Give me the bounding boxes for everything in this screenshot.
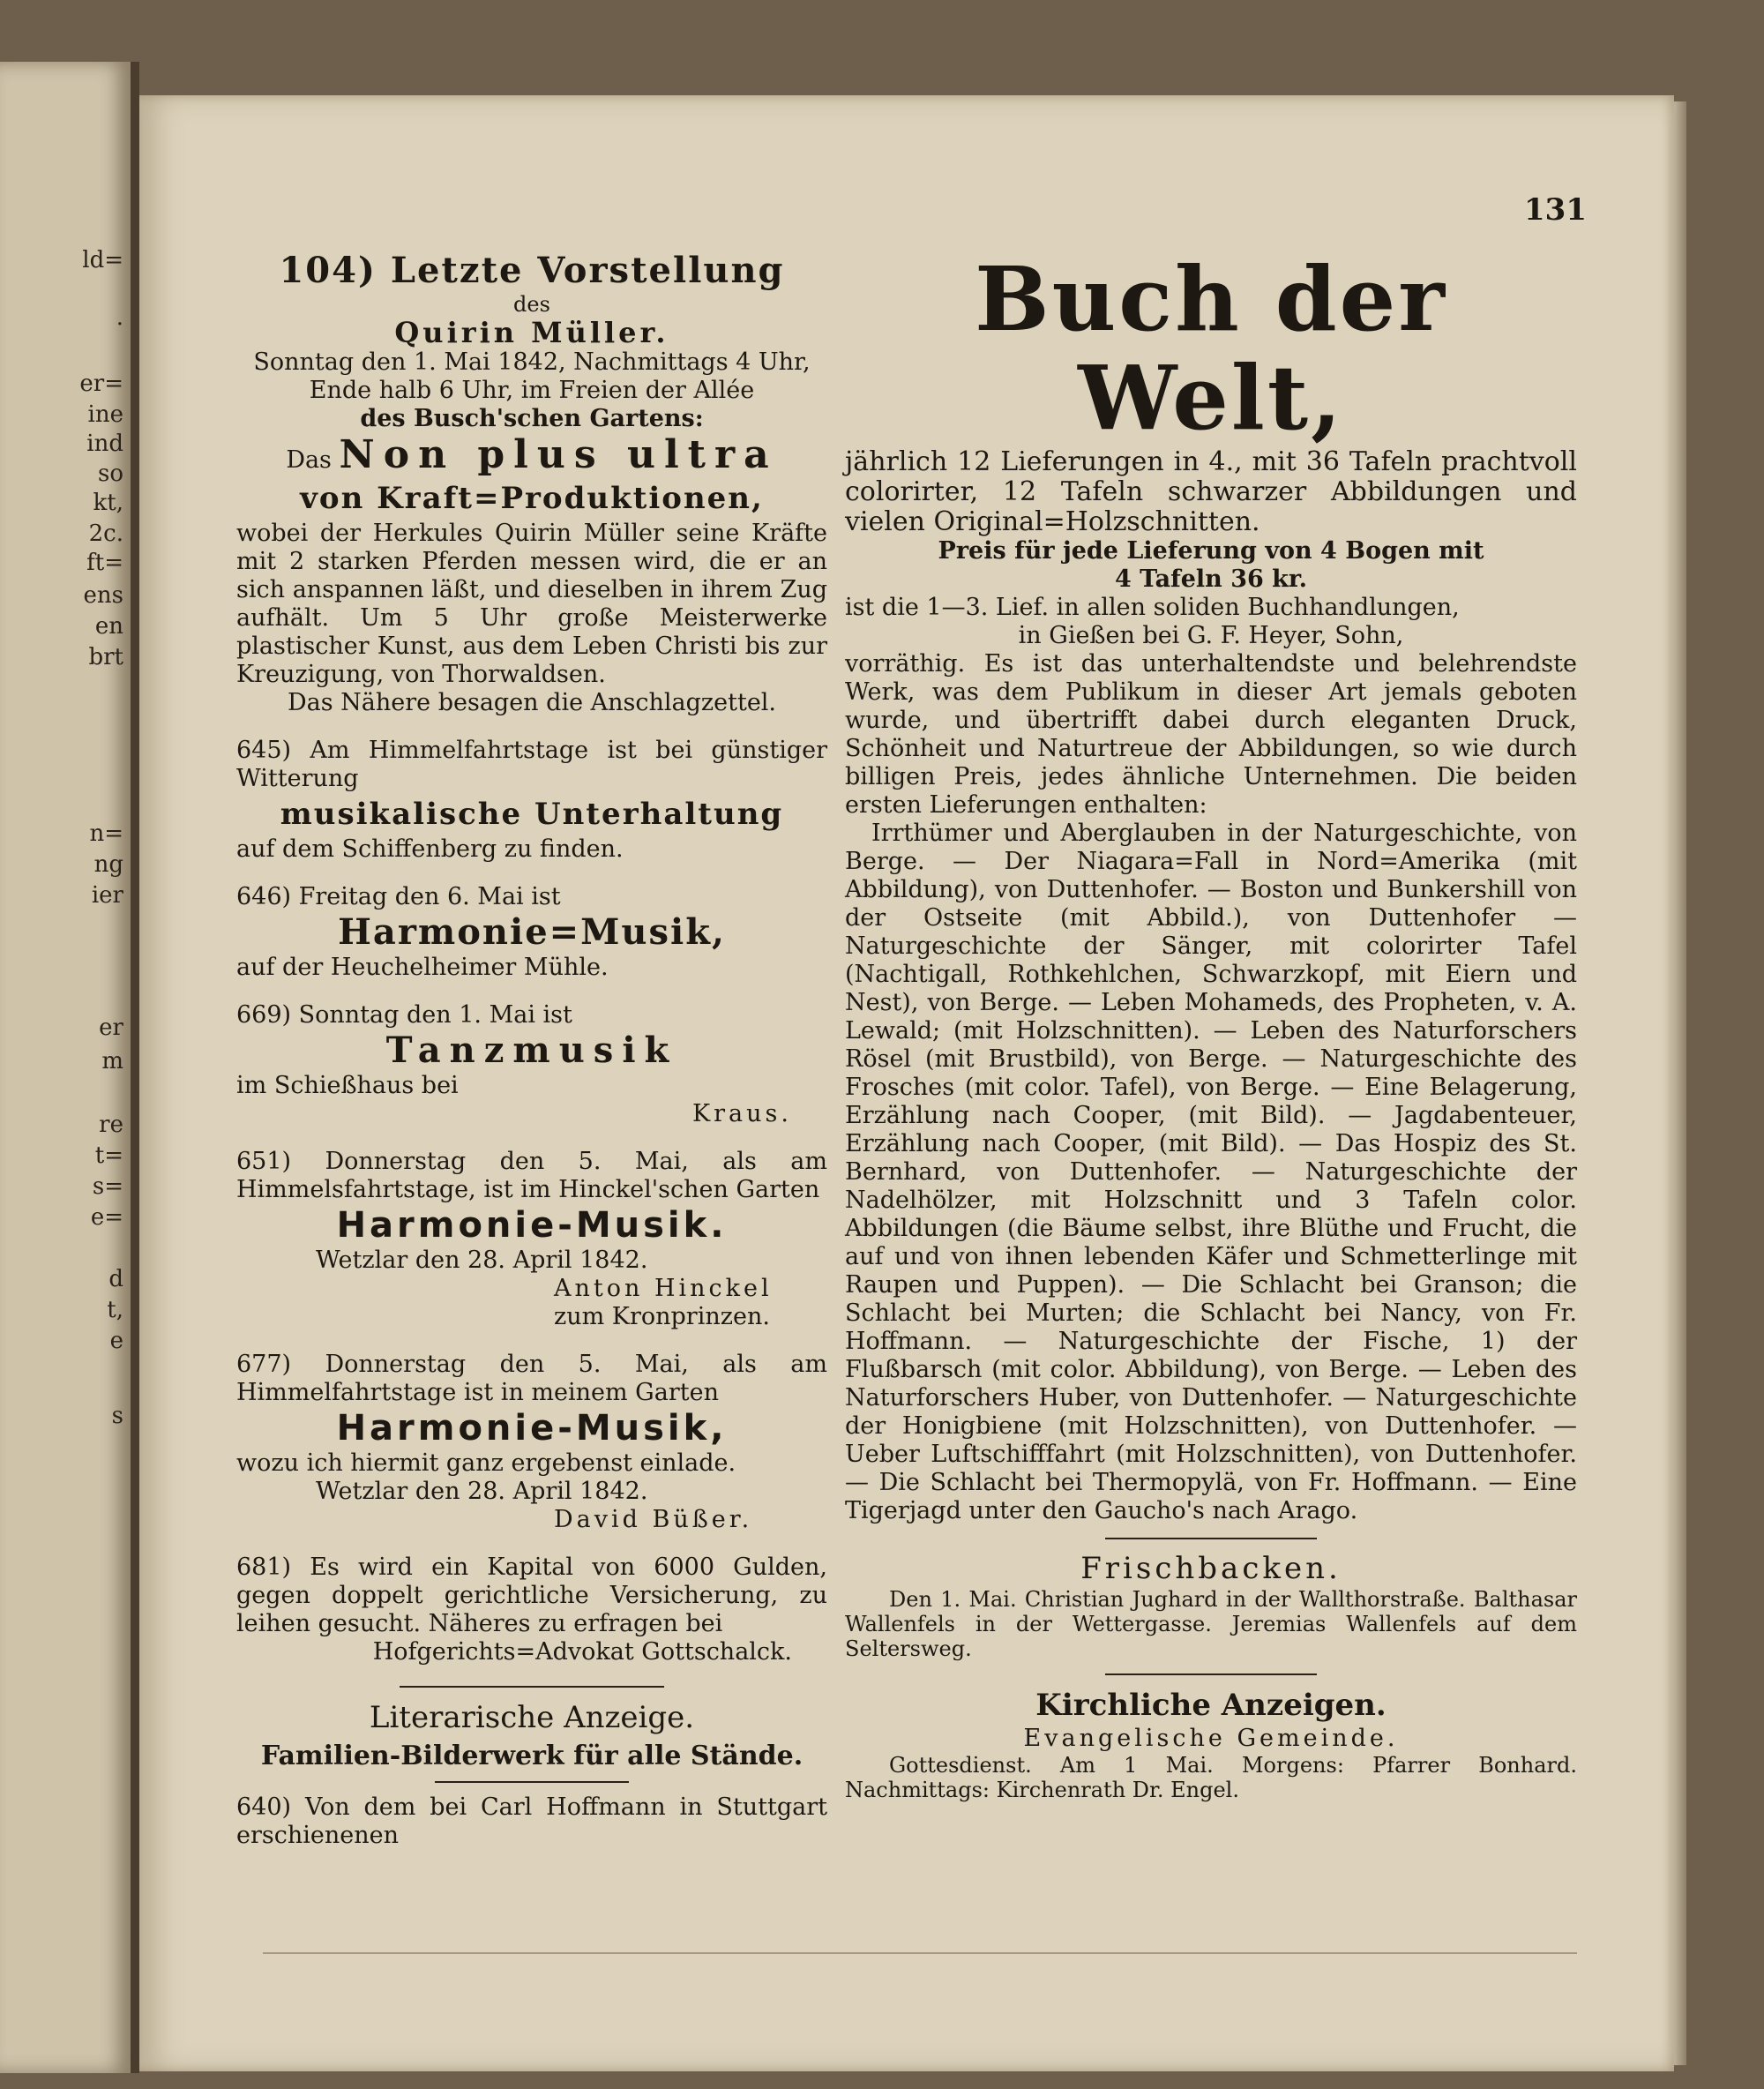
left-fragment: ind — [86, 431, 123, 457]
ad-104-big1: Non plus ultra — [339, 432, 778, 477]
divider — [400, 1686, 664, 1688]
ad-104-das: Das — [286, 446, 332, 474]
left-fragment: s= — [92, 1173, 123, 1200]
ad-646-text: 646) Freitag den 6. Mai ist — [236, 883, 561, 910]
ad-104-body: wobei der Herkules Quirin Müller seine Kräfte mit 2 starken Pferden messen wird, die er an sich anspannen läßt, und dieselben in ihrem Zug aufhält. Um 5 Uhr große Meisterwerke plastischer Kunst, aus dem Leben Christi bis zur Kreuzigung, von Thorwaldsen. — [236, 520, 827, 688]
left-column — [236, 250, 827, 1850]
ad-104-line: Ende halb 6 Uhr, im Freien der Allée — [309, 377, 755, 404]
ad-645 — [236, 737, 827, 864]
ad-669-text: 669) Sonntag den 1. Mai ist — [236, 1001, 572, 1029]
ad-104-des: des — [513, 292, 550, 317]
buch-price-line1: Preis für jede Lieferung von 4 Bogen mit — [938, 537, 1484, 565]
buch-subtitle: jährlich 12 Lieferungen in 4., mit 36 Tafeln prachtvoll colorirter, 12 Tafeln schwarzer Abbildungen und vielen Original=Holzschnitten. — [845, 446, 1577, 537]
left-fragment: er — [99, 1015, 123, 1041]
literary-subheading: Familien-Bilderwerk für alle Stände. — [260, 1741, 804, 1771]
left-fragment: en — [94, 613, 123, 640]
left-fragment: ier — [91, 882, 123, 909]
left-fragment: e — [109, 1328, 123, 1354]
ad-104-note: Das Nähere besagen die Anschlagzettel. — [287, 689, 777, 716]
ad-677-invite: wozu ich hiermit ganz ergebenst einlade. — [236, 1449, 736, 1477]
ad-651-headline: Harmonie-Musik. — [336, 1205, 728, 1246]
left-fragment: . — [116, 304, 123, 331]
ad-651-date: Wetzlar den 28. April 1842. — [316, 1247, 648, 1274]
frischbacken-heading: Frischbacken. — [1080, 1551, 1342, 1586]
buch-price-line2: 4 Tafeln 36 kr. — [1114, 565, 1308, 593]
ad-651 — [236, 1148, 827, 1331]
ad-645-text: 645) Am Himmelfahrtstage ist bei günstiger Witterung — [236, 737, 827, 792]
literary-heading: Literarische Anzeige. — [369, 1700, 695, 1735]
ad-669 — [236, 1001, 827, 1128]
kirchlich-sub: Evangelische Gemeinde. — [1023, 1725, 1399, 1752]
ad-677 — [236, 1351, 827, 1534]
book-gutter — [131, 62, 139, 2073]
left-fragment: ld= — [82, 247, 123, 273]
ad-104 — [236, 250, 827, 717]
ad-677-date: Wetzlar den 28. April 1842. — [316, 1478, 648, 1505]
left-fragment: so — [98, 460, 123, 487]
ad-681-signer: Hofgerichts=Advokat Gottschalck. — [372, 1638, 792, 1666]
page-number: 131 — [1524, 192, 1587, 228]
left-page-edge — [0, 62, 131, 2073]
ad-104-name: Quirin Müller. — [394, 316, 669, 349]
ad-651-signer: Anton Hinckel — [554, 1275, 773, 1302]
ad-669-location: im Schießhaus bei — [236, 1072, 459, 1099]
left-fragment: 2c. — [88, 520, 123, 547]
ad-651-text: 651) Donnerstag den 5. Mai, als am Himmelsfahrtstage, ist im Hinckel'schen Garten — [236, 1148, 827, 1203]
buch-body3: vorräthig. Es ist das unterhaltendste und belehrendste Werk, was dem Publikum in dieser Art jemals geboten wurde, und übertrifft dabei durch eleganten Druck, Schönheit und Naturtreue der Abbildungen, so wie durch billigen Preis, jedes ähnliche Unternehmen. Die beiden ersten Lieferungen enthalten: — [845, 650, 1577, 819]
buch-der-welt-title: Buch der Welt, — [975, 247, 1447, 450]
ad-669-name: Kraus. — [691, 1100, 792, 1127]
kirchlich-heading: Kirchliche Anzeigen. — [1035, 1688, 1387, 1723]
ad-677-headline: Harmonie-Musik, — [336, 1408, 728, 1449]
buch-contents: Irrthümer und Aberglauben in der Naturgeschichte, von Berge. — Der Niagara=Fall in Nord=Amerika (mit Abbildung), von Duttenhofer. — Boston und Bunkershill von der Ostseite (mit Abbild.), von Duttenhofer — Naturgeschichte der Sänger, mit colorirter Tafel (Nachtigall, Rothkehlchen, Schwarzkopf, mit Eiern und Nest), von Berge. — Leben Mohameds, des Propheten, v. A. Lewald; (mit Holzschnitten). — Leben des Naturforschers Rösel (mit Brustbild), von Berge. — Naturgeschichte des Frosches (mit color. Tafel), von Berge. — Eine Belagerung, Erzählung nach Cooper, (mit Bild). — Jagdabenteuer, Erzählung nach Cooper, (mit Bild). — Das Hospiz des St. Bernhard, von Duttenhofer. — Naturgeschichte der Nadelhölzer, mit Holzschnitt und 3 Tafeln color. Abbildungen (die Bäume selbst, ihre Blüthe und Frucht, die auf und von ihnen lebenden Käfer und Schmetterlinge mit Raupen und Puppen). — Die Schlacht bei Granson; die Schlacht bei Murten; die Schlacht bei Nancy, von Fr. Hoffmann. — Naturgeschichte der Fische, 1) der Flußbarsch (mit color. Abbildung), von Berge. — Leben des Naturforschers Huber, von Duttenhofer. — Naturgeschichte der Honigbiene (mit Holzschnitten), von Duttenhofer. — Ueber Luftschifffahrt (mit Holzschnitten), von Duttenhofer. — Die Schlacht bei Thermopylä, von Fr. Hoffmann. — Eine Tigerjagd unter den Gaucho's nach Arago. — [845, 820, 1577, 1524]
buch-body1: ist die 1—3. Lief. in allen soliden Buchhandlungen, — [845, 594, 1460, 621]
ad-646 — [236, 883, 827, 982]
ad-646-headline: Harmonie=Musik, — [338, 911, 726, 953]
left-fragment: ine — [87, 401, 123, 428]
ad-104-headline: 104) Letzte Vorstellung — [279, 250, 785, 291]
left-fragment: ens — [83, 582, 123, 609]
ad-104-garden: des Busch'schen Gartens: — [360, 405, 704, 432]
bottom-rule — [263, 1952, 1577, 1954]
ad-104-line: Sonntag den 1. Mai 1842, Nachmittags 4 Uhr, — [253, 348, 811, 376]
kirchlich-text: Gottesdienst. Am 1 Mai. Morgens: Pfarrer Bonhard. Nachmittags: Kirchenrath Dr. Engel. — [845, 1753, 1577, 1802]
ad-645-headline: musikalische Unterhaltung — [280, 797, 784, 832]
left-fragment: brt — [88, 644, 123, 670]
literary-section — [236, 1698, 827, 1850]
right-column — [845, 247, 1577, 1802]
left-fragment: e= — [90, 1204, 123, 1231]
left-fragment: er= — [79, 371, 123, 397]
left-fragment: re — [99, 1112, 123, 1138]
ad-640-text: 640) Von dem bei Carl Hoffmann in Stuttgart erschienenen — [236, 1793, 827, 1849]
buch-body2: in Gießen bei G. F. Heyer, Sohn, — [1018, 622, 1404, 649]
ad-646-location: auf der Heuchelheimer Mühle. — [236, 954, 609, 981]
left-fragment: t= — [94, 1142, 123, 1169]
left-fragment: n= — [89, 820, 123, 847]
ad-677-signer: David Büßer. — [554, 1506, 753, 1533]
left-fragment: ft= — [86, 550, 123, 576]
left-fragment: d — [108, 1266, 123, 1292]
newspaper-page — [139, 95, 1674, 2071]
divider — [1105, 1673, 1317, 1675]
ad-645-location: auf dem Schiffenberg zu finden. — [236, 835, 624, 863]
left-fragment: s — [111, 1403, 123, 1429]
frischbacken-text: Den 1. Mai. Christian Jughard in der Wallthorstraße. Balthasar Wallenfels in der Wettergasse. Jeremias Wallenfels auf dem Seltersweg. — [845, 1587, 1577, 1661]
divider — [1105, 1538, 1317, 1539]
ad-677-text: 677) Donnerstag den 5. Mai, als am Himmelfahrtstage ist in meinem Garten — [236, 1351, 827, 1406]
ad-651-signer2: zum Kronprinzen. — [554, 1303, 770, 1330]
left-fragment: m — [101, 1048, 123, 1074]
left-fragment: t, — [107, 1297, 123, 1323]
ad-681 — [236, 1554, 827, 1666]
left-fragment: kt, — [93, 490, 123, 516]
ad-104-big2: von Kraft=Produktionen, — [300, 481, 764, 516]
page-edge — [1674, 101, 1686, 2065]
ad-681-text: 681) Es wird ein Kapital von 6000 Gulden, gegen doppelt gerichtliche Versicherung, zu leihen gesucht. Näheres zu erfragen bei — [236, 1554, 827, 1637]
ad-104-big-line — [236, 433, 827, 477]
left-fragment: ng — [93, 851, 123, 878]
ad-669-headline: Tanzmusik — [385, 1030, 678, 1071]
divider — [435, 1781, 629, 1783]
